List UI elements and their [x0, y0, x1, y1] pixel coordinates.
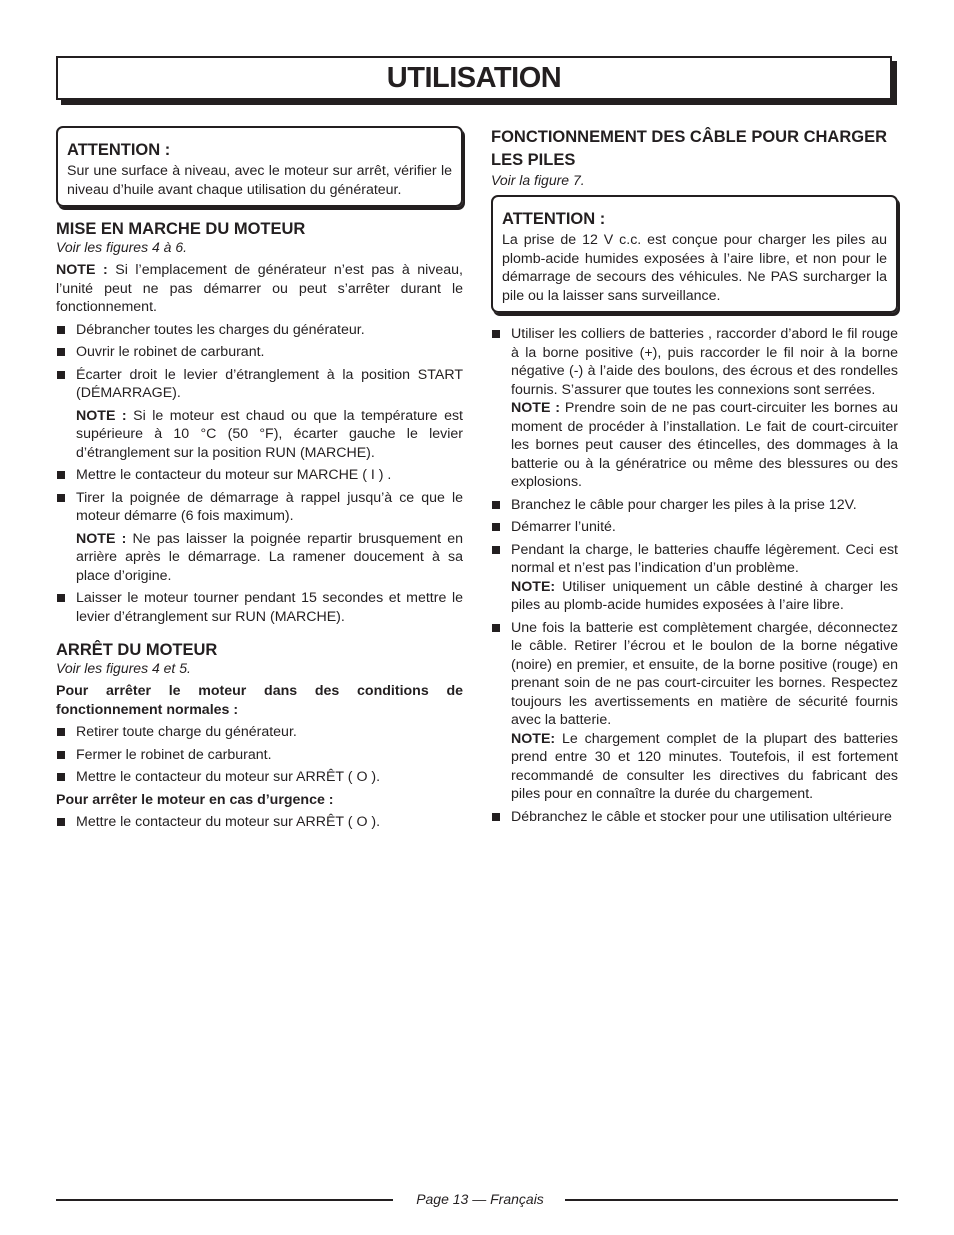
stop-list: [56, 723, 463, 787]
attention-box: [491, 195, 898, 313]
bullet-icon: [57, 728, 65, 736]
start-note: [56, 261, 463, 317]
attention-heading: ATTENTION :: [67, 141, 171, 159]
attention-text: Sur une surface à niveau, avec le moteur sur arrêt, vérifier le niveau d’huile avant chaque utilisation du générateur.: [67, 163, 452, 198]
footer-rule-right: [565, 1199, 898, 1201]
bullet-icon: [57, 818, 65, 826]
list-item: Écarter droit le levier d’étranglement à la position START (DÉMARRAGE).: [56, 366, 463, 403]
page-number: Page 13 — Français: [416, 1191, 544, 1207]
attention-box: [56, 126, 463, 207]
page-footer: [56, 1190, 898, 1208]
list-item: Branchez le câble pour charger les piles à la prise 12V.: [491, 496, 898, 515]
bullet-icon: [57, 773, 65, 781]
charge-ref: Voir la figure 7.: [491, 172, 585, 188]
stop-list-2: [56, 813, 463, 832]
attention-text: La prise de 12 V c.c. est conçue pour charger les piles au plomb-acide humides exposées à l’aire libre, et non pour le démarrage de secours des véhicules. Ne PAS surcharger la pile ou la laisser sans surveillance.: [502, 232, 887, 304]
list-item: Pendant la charge, le batteries chauffe légèrement. Ceci est normal et n’est pas l’indication d’un problème. NOTE: Utiliser uniquement un câble destiné à charger les piles au plomb-acide humides exposées à l’aire libre.: [491, 541, 898, 615]
stop-urgent-label: Pour arrêter le moteur en cas d’urgence :: [56, 791, 334, 808]
note-text: Si l’emplacement de générateur n’est pas à niveau, l’unité peut ne pas démarrer ou peut s’arrêter durant le fonctionnement.: [56, 262, 463, 315]
start-list-2: [56, 466, 463, 526]
bullet-icon: [492, 523, 500, 531]
list-item: Une fois la batterie est complètement chargée, déconnectez le câble. Retirer l’écrou et le boulon de la borne négative (noire) en premier, et ensuite, de la borne positive (rouge) en prenant soin de ne pas court-circuiter les bornes. Respectez toujours les avertissements en matière de sécurité fournis avec la batterie. NOTE: Le chargement complet de la plupart des batteries prend entre 30 et 120 minutes. Toutefois, il est fortement recommandé de consulter les directives du fabricant des piles pour en connaître la durée du chargement.: [491, 619, 898, 804]
list-note: NOTE : Si le moteur est chaud ou que la température est supérieure à 10 °C (50 °F), écarter gauche le levier d’étranglement sur la position RUN (MARCHE).: [76, 407, 463, 461]
list-item: Fermer le robinet de carburant.: [56, 746, 463, 765]
title-box: [56, 56, 892, 100]
stop-ref: Voir les figures 4 et 5.: [56, 660, 191, 676]
bullet-icon: [492, 501, 500, 509]
charge-list: [491, 325, 898, 826]
bullet-icon: [57, 494, 65, 502]
list-item: Débranchez le câble et stocker pour une utilisation ultérieure: [491, 808, 898, 827]
bullet-icon: [57, 751, 65, 759]
page-title: UTILISATION: [386, 62, 562, 94]
start-ref: Voir les figures 4 à 6.: [56, 239, 187, 255]
attention-heading: ATTENTION :: [502, 210, 606, 228]
list-item: Débrancher toutes les charges du générateur.: [56, 321, 463, 340]
start-list: [56, 321, 463, 403]
list-item: Retirer toute charge du générateur.: [56, 723, 463, 742]
list-item: Démarrer l’unité.: [491, 518, 898, 537]
list-item: Mettre le contacteur du moteur sur ARRÊT ( O ).: [56, 813, 463, 832]
list-note: NOTE : Ne pas laisser la poignée repartir brusquement en arrière après le démarrage. La ramener doucement à sa place d’origine.: [76, 530, 464, 584]
stop-heading: ARRÊT DU MOTEUR: [56, 641, 218, 659]
bullet-icon: [57, 326, 65, 334]
list-item: Laisser le moteur tourner pendant 15 secondes et mettre le levier d’étranglement sur RUN (MARCHE).: [56, 589, 463, 626]
bullet-icon: [492, 624, 500, 632]
bullet-icon: [57, 348, 65, 356]
bullet-icon: [492, 546, 500, 554]
bullet-icon: [492, 330, 500, 338]
list-item: Mettre le contacteur du moteur sur MARCHE ( I ) .: [56, 466, 463, 485]
charge-heading: FONCTIONNEMENT DES CÂBLE POUR CHARGER LES PILES: [491, 128, 888, 169]
list-item: Mettre le contacteur du moteur sur ARRÊT ( O ).: [56, 768, 463, 787]
start-heading: MISE EN MARCHE DU MOTEUR: [56, 220, 306, 238]
bullet-icon: [57, 371, 65, 379]
bullet-icon: [57, 471, 65, 479]
stop-normal-label: Pour arrêter le moteur dans des conditions de fonctionnement normales :: [56, 683, 463, 718]
left-column: [56, 126, 463, 836]
note-label: NOTE :: [56, 262, 108, 278]
right-column: [491, 126, 898, 830]
footer-rule-left: [56, 1199, 393, 1201]
list-item: Utiliser les colliers de batteries , raccorder d’abord le fil rouge à la borne positive (+), puis raccorder le fil noir à la borne négative (-) à l’aide des boulons, des écrous et des rondelles fournis. S’assurer que toutes les connexions sont serrées. NOTE : Prendre soin de ne pas court-circuiter les bornes au moment de procéder à l’installation. Le fait de court-circuiter les bornes peut causer des étincelles, des dommages à la batterie ou à la génératrice ou même des blessures ou des explosions.: [491, 325, 898, 492]
list-item: Ouvrir le robinet de carburant.: [56, 343, 463, 362]
start-list-3: [56, 589, 463, 626]
bullet-icon: [57, 594, 65, 602]
bullet-icon: [492, 813, 500, 821]
list-item: Tirer la poignée de démarrage à rappel jusqu’à ce que le moteur démarre (6 fois maximum).: [56, 489, 463, 526]
